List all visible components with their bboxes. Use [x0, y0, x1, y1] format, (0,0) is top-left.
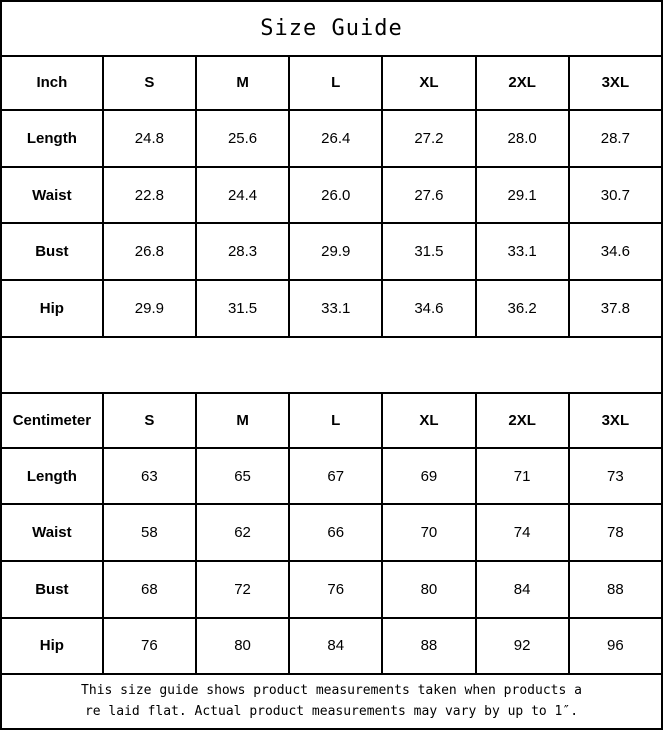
cm-col-3xl: 3XL [569, 393, 662, 448]
cm-header-row [1, 393, 662, 448]
spacer-cell [1, 337, 662, 394]
spacer-row [1, 337, 662, 394]
cm-row-waist [1, 504, 662, 561]
table-cell: 33.1 [476, 223, 569, 280]
inch-col-3xl: 3XL [569, 56, 662, 111]
table-cell: 28.0 [476, 110, 569, 167]
table-cell: 76 [289, 561, 382, 618]
table-cell: 26.0 [289, 167, 382, 224]
footer-note [1, 674, 662, 729]
inch-row-hip [1, 280, 662, 337]
table-cell: 37.8 [569, 280, 662, 337]
table-cell: 31.5 [196, 280, 289, 337]
inch-unit-header: Inch [1, 56, 103, 111]
table-cell: 68 [103, 561, 196, 618]
inch-row-length [1, 110, 662, 167]
footer-row [1, 674, 662, 729]
title-row [1, 1, 662, 56]
table-cell: 26.8 [103, 223, 196, 280]
page-title: Size Guide [1, 1, 662, 56]
table-cell: 67 [289, 448, 382, 505]
row-label: Waist [1, 167, 103, 224]
table-cell: 74 [476, 504, 569, 561]
inch-row-waist [1, 167, 662, 224]
row-label: Length [1, 448, 103, 505]
table-cell: 29.9 [289, 223, 382, 280]
table-cell: 28.3 [196, 223, 289, 280]
footer-note-line1: This size guide shows product measurements taken when products a [81, 683, 582, 699]
table-cell: 30.7 [569, 167, 662, 224]
cm-row-bust [1, 561, 662, 618]
inch-col-2xl: 2XL [476, 56, 569, 111]
row-label: Bust [1, 561, 103, 618]
inch-col-l: L [289, 56, 382, 111]
row-label: Waist [1, 504, 103, 561]
table-cell: 65 [196, 448, 289, 505]
table-cell: 58 [103, 504, 196, 561]
table-cell: 72 [196, 561, 289, 618]
table-cell: 22.8 [103, 167, 196, 224]
table-cell: 34.6 [382, 280, 475, 337]
table-cell: 66 [289, 504, 382, 561]
table-cell: 27.2 [382, 110, 475, 167]
table-cell: 96 [569, 618, 662, 675]
inch-col-m: M [196, 56, 289, 111]
table-cell: 33.1 [289, 280, 382, 337]
row-label: Bust [1, 223, 103, 280]
cm-col-l: L [289, 393, 382, 448]
table-cell: 36.2 [476, 280, 569, 337]
table-cell: 88 [382, 618, 475, 675]
table-cell: 62 [196, 504, 289, 561]
cm-row-hip [1, 618, 662, 675]
cm-col-m: M [196, 393, 289, 448]
row-label: Hip [1, 618, 103, 675]
table-cell: 84 [289, 618, 382, 675]
table-cell: 92 [476, 618, 569, 675]
inch-header-row [1, 56, 662, 111]
table-cell: 26.4 [289, 110, 382, 167]
table-cell: 31.5 [382, 223, 475, 280]
table-cell: 29.9 [103, 280, 196, 337]
table-cell: 63 [103, 448, 196, 505]
table-cell: 76 [103, 618, 196, 675]
table-cell: 27.6 [382, 167, 475, 224]
inch-row-bust [1, 223, 662, 280]
row-label: Length [1, 110, 103, 167]
table-cell: 24.8 [103, 110, 196, 167]
table-cell: 34.6 [569, 223, 662, 280]
footer-note-line2: re laid flat. Actual product measurements may vary by up to 1″. [84, 703, 579, 719]
table-cell: 78 [569, 504, 662, 561]
cm-col-s: S [103, 393, 196, 448]
table-cell: 73 [569, 448, 662, 505]
cm-col-2xl: 2XL [476, 393, 569, 448]
table-cell: 88 [569, 561, 662, 618]
cm-col-xl: XL [382, 393, 475, 448]
table-cell: 69 [382, 448, 475, 505]
row-label: Hip [1, 280, 103, 337]
table-cell: 28.7 [569, 110, 662, 167]
cm-row-length [1, 448, 662, 505]
cm-unit-header: Centimeter [1, 393, 103, 448]
table-cell: 71 [476, 448, 569, 505]
inch-col-s: S [103, 56, 196, 111]
table-cell: 29.1 [476, 167, 569, 224]
table-cell: 80 [196, 618, 289, 675]
table-cell: 24.4 [196, 167, 289, 224]
inch-col-xl: XL [382, 56, 475, 111]
table-cell: 70 [382, 504, 475, 561]
table-cell: 25.6 [196, 110, 289, 167]
table-cell: 84 [476, 561, 569, 618]
table-cell: 80 [382, 561, 475, 618]
